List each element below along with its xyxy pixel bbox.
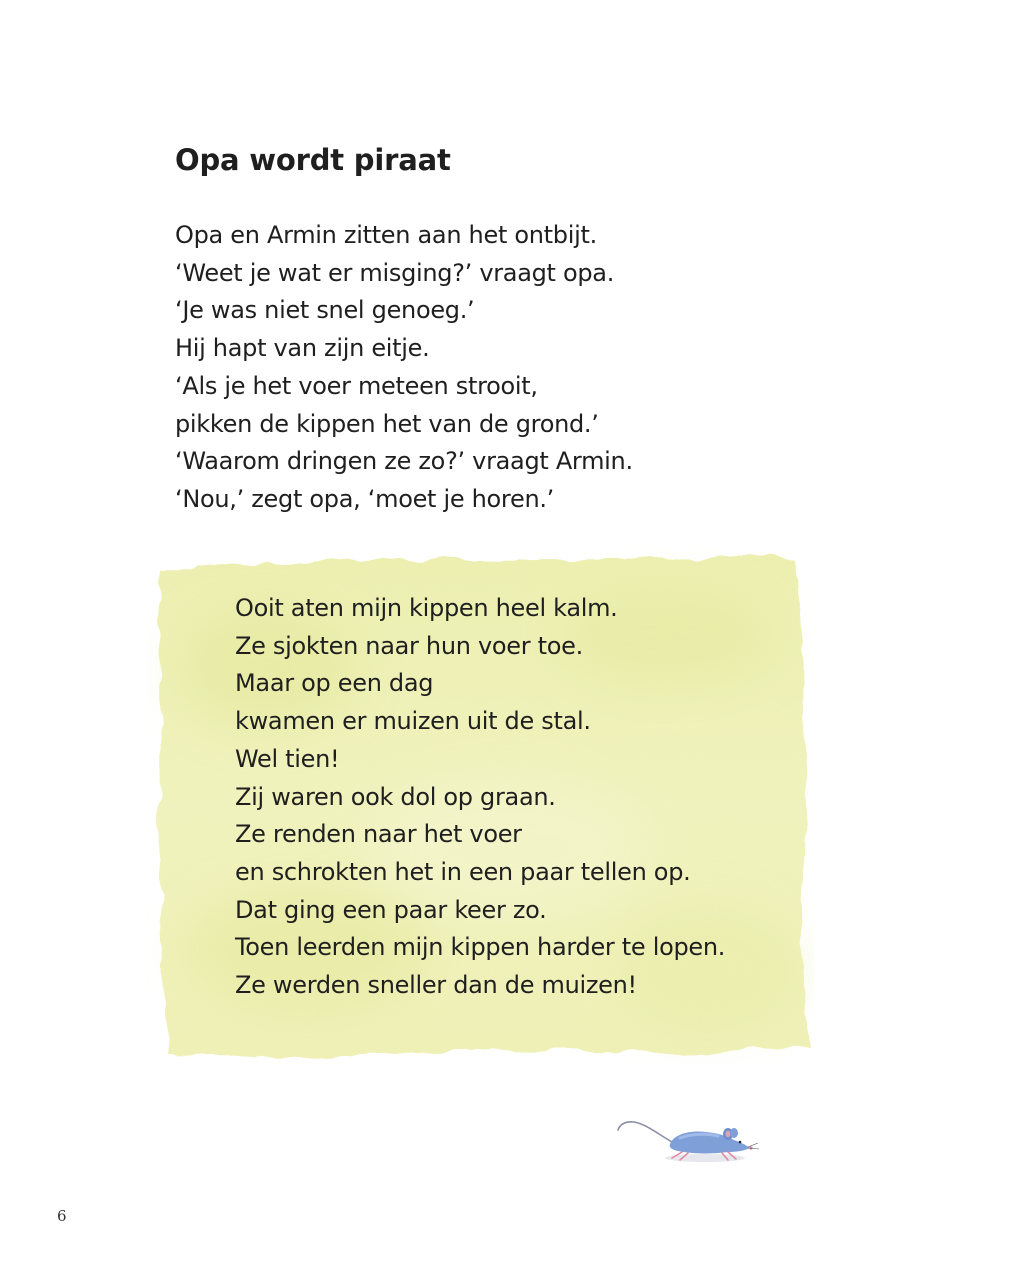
text-line: ‘Als je het voer meteen strooit, — [175, 371, 538, 400]
text-line: ‘Nou,’ zegt opa, ‘moet je horen.’ — [175, 484, 555, 513]
text-line: Ze renden naar het voer — [235, 820, 522, 849]
page-title: Opa wordt piraat — [175, 143, 451, 177]
text-line: ‘Weet je wat er misging?’ vraagt opa. — [175, 258, 615, 287]
text-line: Ze sjokten naar hun voer toe. — [235, 631, 583, 660]
text-line: Wel tien! — [235, 744, 340, 773]
running-mouse-illustration — [610, 1112, 760, 1172]
text-line: Dat ging een paar keer zo. — [235, 895, 547, 924]
text-line: Ze werden sneller dan de muizen! — [235, 971, 637, 1000]
page-number: 6 — [57, 1207, 67, 1225]
text-line: Zij waren ook dol op graan. — [235, 782, 556, 811]
text-line: Hij hapt van zijn eitje. — [175, 334, 430, 363]
text-line: Opa en Armin zitten aan het ontbijt. — [175, 221, 597, 249]
text-line: en schrokten het in een paar tellen op. — [235, 857, 691, 886]
intro-paragraph — [175, 217, 633, 519]
text-line: kwamen er muizen uit de stal. — [235, 707, 591, 736]
text-line: ‘Waarom dringen ze zo?’ vraagt Armin. — [175, 447, 633, 476]
text-line: Ooit aten mijn kippen heel kalm. — [235, 594, 618, 622]
story-paragraph — [235, 590, 725, 1005]
text-line: Maar op een dag — [235, 669, 434, 698]
text-line: ‘Je was niet snel genoeg.’ — [175, 296, 475, 325]
text-line: pikken de kippen het van de grond.’ — [175, 409, 599, 438]
text-line: Toen leerden mijn kippen harder te lopen. — [235, 933, 726, 962]
